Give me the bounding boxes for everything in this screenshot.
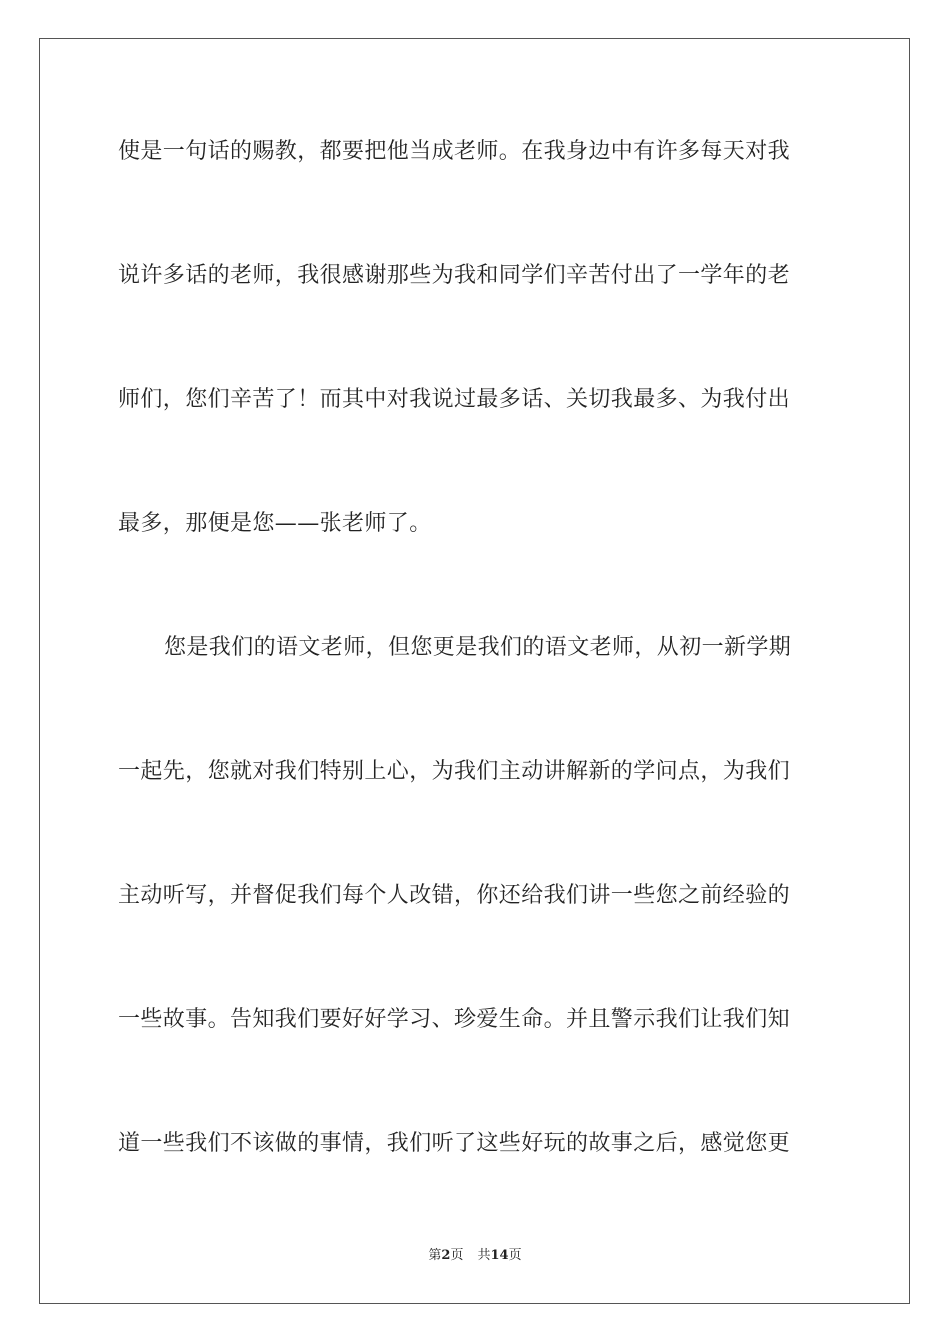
paragraph-line: 您是我们的语文老师，但您更是我们的语文老师，从初一新学期 <box>164 635 792 660</box>
paragraph-line: 师们，您们辛苦了！而其中对我说过最多话、关切我最多、为我付出 <box>118 387 791 412</box>
paragraph-line: 使是一句话的赐教，都要把他当成老师。在我身边中有许多每天对我 <box>118 139 791 164</box>
total-prefix: 共 <box>477 1248 491 1263</box>
paragraph-line: 说许多话的老师，我很感谢那些为我和同学们辛苦付出了一学年的老 <box>118 263 791 288</box>
page-number-label <box>428 1248 463 1263</box>
page-footer <box>0 1246 950 1266</box>
paragraph-line: 道一些我们不该做的事情，我们听了这些好玩的故事之后，感觉您更 <box>118 1131 791 1156</box>
page-suffix: 页 <box>450 1248 464 1263</box>
total-pages: 14 <box>490 1248 509 1263</box>
paragraph-line: 主动听写，并督促我们每个人改错，你还给我们讲一些您之前经验的 <box>118 883 791 908</box>
total-suffix: 页 <box>508 1248 522 1263</box>
page-prefix: 第 <box>428 1248 442 1263</box>
paragraph-line: 一起先，您就对我们特别上心，为我们主动讲解新的学问点，为我们 <box>118 759 791 784</box>
paragraph-line: 一些故事。告知我们要好好学习、珍爱生命。并且警示我们让我们知 <box>118 1007 791 1032</box>
paragraph-line: 最多，那便是您——张老师了。 <box>118 511 432 536</box>
page-number: 2 <box>441 1248 451 1263</box>
document-body <box>118 128 838 1244</box>
total-pages-label <box>477 1248 521 1263</box>
